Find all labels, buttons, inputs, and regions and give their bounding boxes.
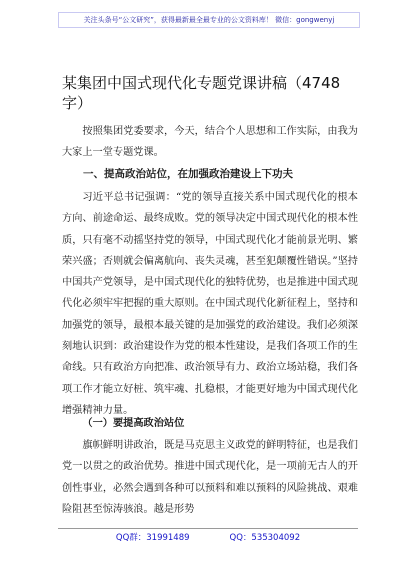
footer-divider [58, 528, 358, 529]
subsection-1-body: 旗帜鲜明讲政治，既是马克思主义政党的鲜明特征，也是我们党一以贯之的政治优势。推进中国式现代化，是一项前无古人的开创性事业，必然会遇到各种可以预料和难以预料的风险挑战、艰难险阻甚至惊涛骇浪。越是形势 [62, 440, 358, 515]
document-title: 某集团中国式现代化专题党课讲稿（4748字） [62, 74, 341, 112]
subsection-1-heading: （一）要提高政治站位 [82, 418, 185, 429]
footer [58, 530, 358, 546]
section-1-heading: 一、提高政治站位，在加强政治建设上下功夫 [83, 168, 293, 180]
footer-qq-group: QQ群：31991489 [115, 533, 190, 543]
intro-paragraph: 按照集团党委要求，今天，结合个人思想和工作实际，由我为大家上一堂专题党课。 [62, 126, 358, 159]
footer-qq-contact: QQ：535304092 [229, 533, 301, 543]
header-banner: 关注头条号“公文研究”，获得最新最全最专业的公文资料库！ 微信：gongwenyj [58, 12, 360, 28]
section-1-body: 习近平总书记强调：“党的领导直接关系中国式现代化的根本方向、前途命运、最终成败。党的领导决定中国式现代化的根本性质，只有毫不动摇坚持党的领导，中国式现代化才能前景光明、繁荣兴盛；否则就会偏离航向、丧失灵魂，甚至犯颠覆性错误。”坚持中国共产党领导，是中国式现代化的独特优势，也是推进中国式现代化必须牢牢把握的重大原则。在中国式现代化新征程上，坚持和加强党的领导，最根本最关键的是加强党的政治建设。我们必须深刻地认识到：政治建设作为党的根本性建设，是我们各项工作的生命线。只有政治方向把准、政治领导有力、政治立场站稳，我们各项工作才能立好桩、筑牢魂、扎稳根，才能更好地为中国式现代化增强精神力量。 [62, 192, 358, 416]
